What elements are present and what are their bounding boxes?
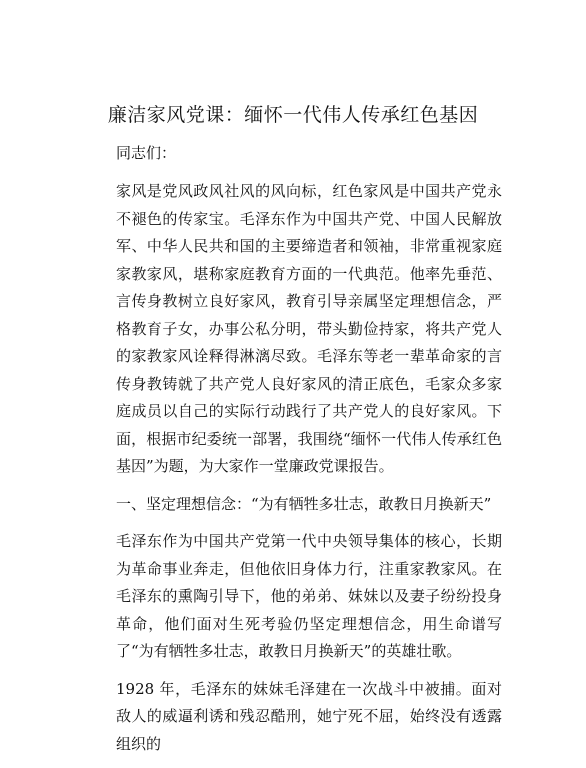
paragraph-section-1: 毛泽东作为中国共产党第一代中央领导集体的核心，长期为革命事业奔走，但他依旧身体力行，注重家教家风。在毛泽东的熏陶引导下，他的弟弟、妹妹以及妻子纷纷投身革命，他们面对生死考验仍坚定理想信念，用生命谱写了“为有牺牲多壮志，敢教日月换新天”的英雄壮歌。 — [116, 532, 502, 660]
paragraph-intro: 家风是党风政风社风的风向标，红色家风是中国共产党永不褪色的传家宝。毛泽东作为中国共产党、中国人民解放军、中华人民共和国的主要缔造者和领袖，非常重视家庭家教家风，堪称家庭教育方面的一代典范。他率先垂范、言传身教树立良好家风，教育引导亲属坚定理想信念，严格教育子女，办事公私分明，带头勤俭持家，将共产党人的家教家风诠释得淋漓尽致。毛泽东等老一辈革命家的言传身教铸就了共产党人良好家风的清正底色，毛家众多家庭成员以自己的实际行动践行了共产党人的良好家风。下面，根据市纪委统一部署，我围绕“缅怀一代伟人传承红色基因”为题，为大家作一堂廉政党课报告。 — [116, 182, 502, 475]
paragraph-section-1-cont: 1928 年，毛泽东的妹妹毛泽建在一次战斗中被捕。面对敌人的威逼利诱和残忍酷刑，她宁死不屈，始终没有透露组织的 — [116, 679, 502, 753]
section-heading-1: 一、坚定理想信念：“为有牺牲多壮志，敢教日月换新天” — [116, 494, 492, 513]
document-title: 廉洁家风党课：缅怀一代伟人传承红色基因 — [107, 104, 479, 126]
document-body — [116, 142, 502, 768]
salutation: 同志们： — [116, 144, 177, 162]
